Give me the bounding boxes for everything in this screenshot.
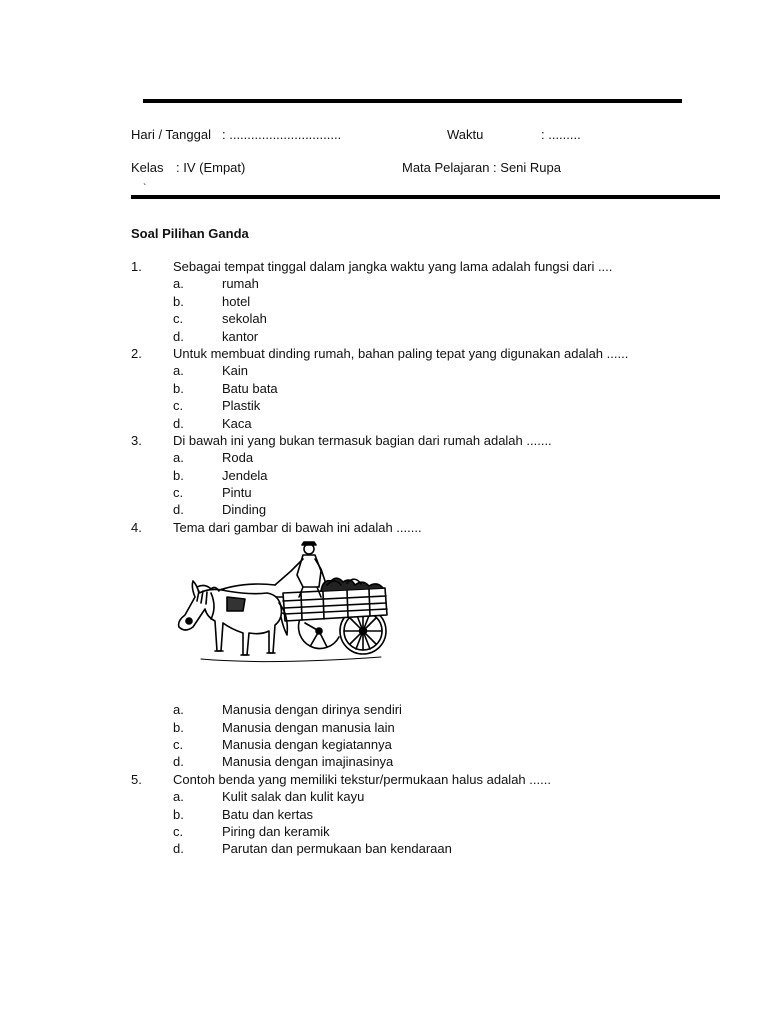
option-4d bbox=[131, 753, 731, 770]
option-text: hotel bbox=[222, 293, 251, 309]
question-text: Tema dari gambar di bawah ini adalah ....... bbox=[173, 519, 422, 535]
question-5 bbox=[131, 771, 731, 788]
question-3 bbox=[131, 432, 731, 449]
subject-label: Mata Pelajaran : Seni Rupa bbox=[402, 160, 561, 175]
question-2 bbox=[131, 345, 731, 362]
option-3a bbox=[131, 449, 731, 466]
option-text: Parutan dan permukaan ban kendaraan bbox=[222, 841, 452, 857]
option-letter: d. bbox=[173, 841, 184, 857]
option-text: Batu dan kertas bbox=[222, 806, 314, 822]
option-text: Piring dan keramik bbox=[222, 823, 330, 839]
option-text: Kaca bbox=[222, 415, 252, 431]
class-value: : IV (Empat) bbox=[176, 160, 246, 175]
option-letter: d. bbox=[173, 754, 184, 770]
option-5a bbox=[131, 788, 731, 805]
option-text: Jendela bbox=[222, 467, 268, 483]
question-number: 4. bbox=[131, 519, 142, 535]
option-3c bbox=[131, 484, 731, 501]
option-4c bbox=[131, 736, 731, 753]
option-letter: b. bbox=[173, 467, 184, 483]
question-list bbox=[131, 258, 731, 858]
option-letter: a. bbox=[173, 276, 184, 292]
class-label: Kelas bbox=[131, 160, 164, 175]
option-letter: a. bbox=[173, 789, 184, 805]
option-text: Manusia dengan manusia lain bbox=[222, 719, 395, 735]
option-text: Dinding bbox=[222, 502, 267, 518]
option-letter: a. bbox=[173, 450, 184, 466]
time-value: : ......... bbox=[541, 127, 581, 142]
option-text: Batu bata bbox=[222, 380, 278, 396]
question-number: 1. bbox=[131, 259, 142, 274]
option-letter: c. bbox=[173, 311, 184, 327]
option-letter: d. bbox=[173, 328, 184, 344]
option-2c bbox=[131, 397, 731, 414]
question-number: 2. bbox=[131, 345, 142, 361]
option-letter: d. bbox=[173, 415, 184, 431]
option-1a bbox=[131, 275, 731, 292]
time-label: Waktu bbox=[447, 127, 484, 142]
option-text: Kain bbox=[222, 363, 249, 379]
header-bottom-rule bbox=[131, 195, 720, 199]
option-text: rumah bbox=[222, 276, 259, 292]
option-letter: b. bbox=[173, 380, 184, 396]
horse-cart-drawing bbox=[171, 541, 395, 671]
option-letter: c. bbox=[173, 398, 184, 414]
question-1 bbox=[131, 258, 731, 275]
question-text: Untuk membuat dinding rumah, bahan paling tepat yang digunakan adalah ...... bbox=[173, 345, 629, 361]
option-2b bbox=[131, 380, 731, 397]
option-letter: b. bbox=[173, 806, 184, 822]
option-letter: c. bbox=[173, 485, 184, 501]
option-text: sekolah bbox=[222, 311, 267, 327]
option-letter: a. bbox=[173, 702, 184, 718]
question-text: Contoh benda yang memiliki tekstur/permukaan halus adalah ...... bbox=[173, 771, 551, 787]
option-letter: d. bbox=[173, 502, 184, 518]
header-top-rule bbox=[143, 99, 682, 103]
option-letter: c. bbox=[173, 823, 184, 839]
day-date-value: : ............................... bbox=[222, 127, 342, 142]
section-title: Soal Pilihan Ganda bbox=[131, 226, 249, 241]
option-text: Manusia dengan kegiatannya bbox=[222, 737, 392, 753]
option-2a bbox=[131, 362, 731, 379]
question-text: Sebagai tempat tinggal dalam jangka waktu yang lama adalah fungsi dari .... bbox=[173, 259, 613, 274]
question-number: 3. bbox=[131, 432, 142, 448]
question-text: Di bawah ini yang bukan termasuk bagian dari rumah adalah ....... bbox=[173, 432, 552, 448]
option-letter: a. bbox=[173, 363, 184, 379]
question-number: 5. bbox=[131, 771, 142, 787]
option-5c bbox=[131, 823, 731, 840]
option-5d bbox=[131, 840, 731, 857]
option-4a bbox=[131, 701, 731, 718]
question-4 bbox=[131, 519, 731, 536]
option-text: Roda bbox=[222, 450, 254, 466]
option-text: Pintu bbox=[222, 485, 252, 501]
option-3b bbox=[131, 467, 731, 484]
option-letter: b. bbox=[173, 293, 184, 309]
stray-mark: ` bbox=[143, 183, 147, 194]
option-text: kantor bbox=[222, 328, 259, 344]
option-text: Manusia dengan dirinya sendiri bbox=[222, 702, 402, 718]
day-date-label: Hari / Tanggal bbox=[131, 127, 211, 142]
option-text: Manusia dengan imajinasinya bbox=[222, 754, 394, 770]
option-5b bbox=[131, 806, 731, 823]
option-text: Plastik bbox=[222, 398, 261, 414]
option-text: Kulit salak dan kulit kayu bbox=[222, 789, 365, 805]
option-2d bbox=[131, 415, 731, 432]
option-1b bbox=[131, 293, 731, 310]
option-1c bbox=[131, 310, 731, 327]
option-1d bbox=[131, 328, 731, 345]
option-4b bbox=[131, 719, 731, 736]
option-3d bbox=[131, 501, 731, 518]
horse-cart-illustration bbox=[131, 536, 731, 701]
option-letter: c. bbox=[173, 737, 184, 753]
option-letter: b. bbox=[173, 719, 184, 735]
